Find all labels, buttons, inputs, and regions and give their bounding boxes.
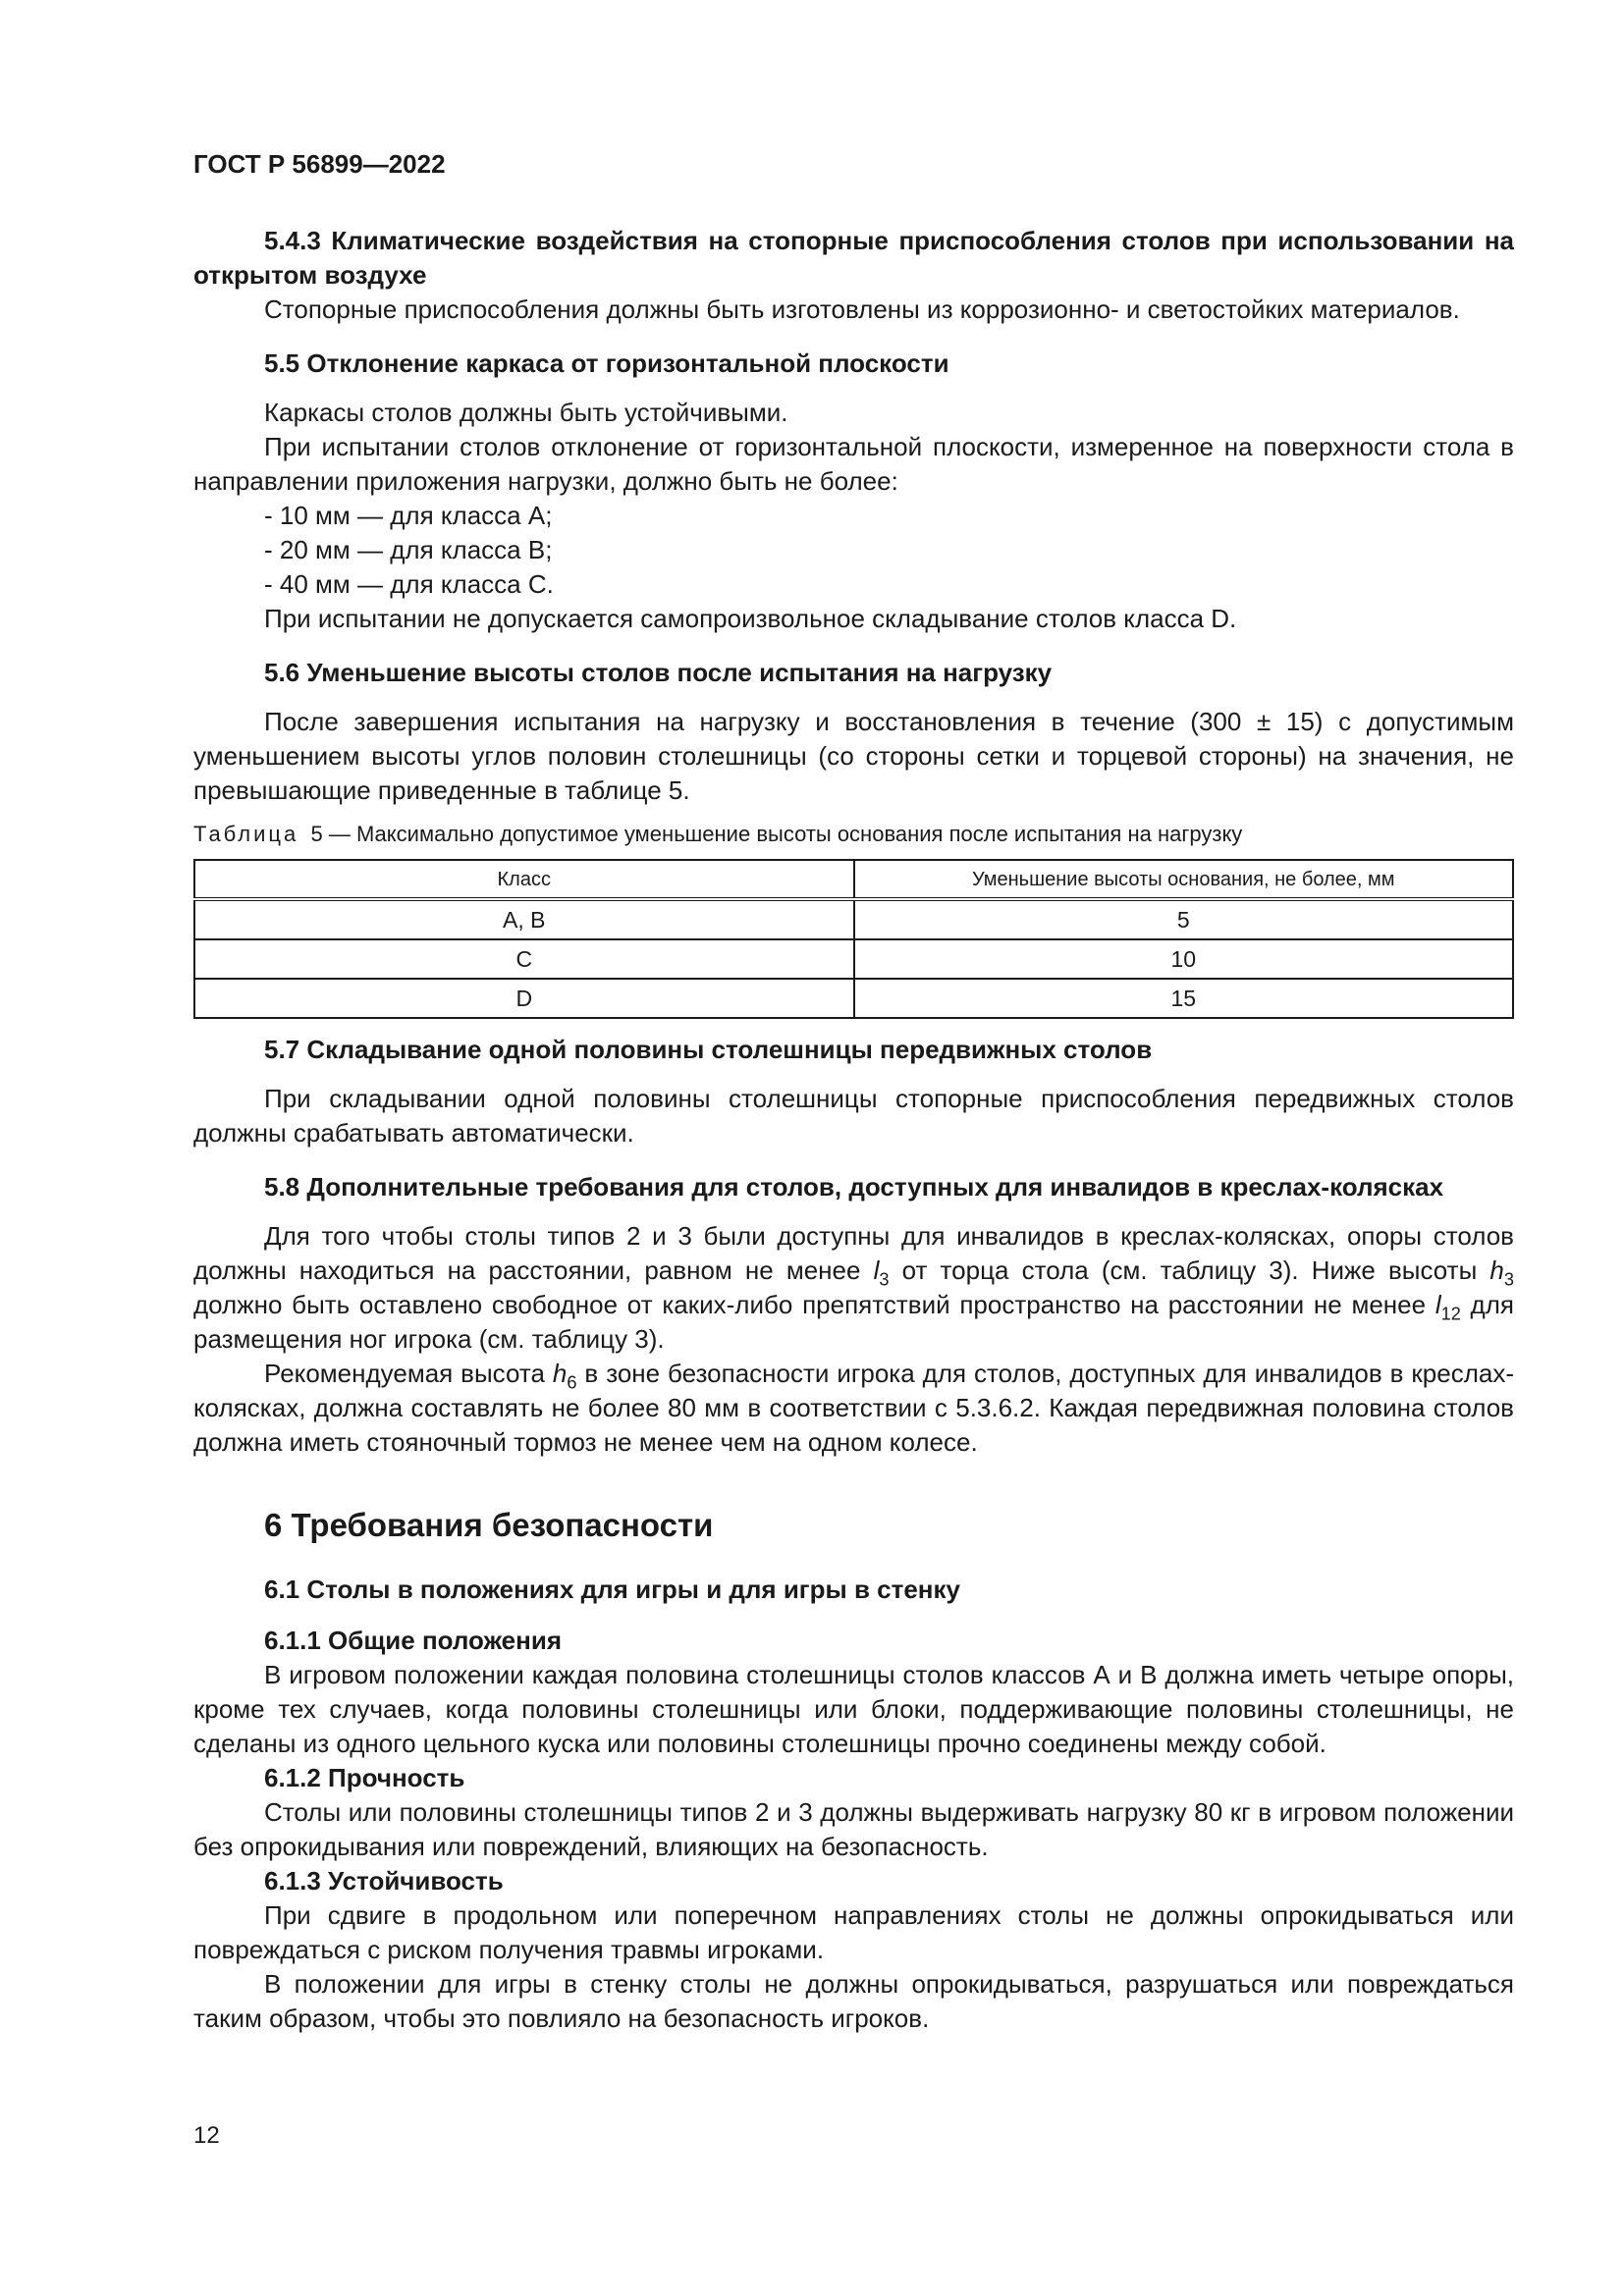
table-5 (193, 859, 1514, 1019)
table-cell-class: С (194, 939, 854, 979)
section-6-title: 6 Требования безопасности (264, 1507, 714, 1543)
section-5-7-text: При складывании одной половины столешницы стопорные приспособления передвижных столов должны срабатывать автоматически. (193, 1084, 1514, 1148)
section-6-1-1-title: 6.1.1 Общие положения (264, 1626, 562, 1655)
table-cell-class: D (194, 979, 854, 1018)
document-id: ГОСТ Р 56899—2022 (193, 149, 446, 179)
section-5-5-title: 5.5 Отклонение каркаса от горизонтальной плоскости (264, 348, 949, 378)
section-5-7-title: 5.7 Складывание одной половины столешницы передвижных столов (264, 1035, 1153, 1064)
table-row (194, 939, 1513, 979)
table-label: Таблица (193, 822, 299, 846)
section-5-6-text: После завершения испытания на нагрузку и восстановления в течение (300 ± 15) с допустимым уменьшением высоты углов половин столешницы (со стороны сетки и торцевой стороны) на значения, не превышающие приведенные в таблице 5. (193, 707, 1514, 805)
list-item: - 10 мм — для класса А; (264, 501, 553, 530)
section-5-4-3-text: Стопорные приспособления должны быть изготовлены из коррозионно- и светостойких материалов. (264, 294, 1460, 324)
table-cell-value: 15 (854, 979, 1514, 1018)
table-caption-text: — Максимально допустимое уменьшение высоты основания после испытания на нагрузку (328, 822, 1243, 846)
section-6-1-title: 6.1 Столы в положениях для игры и для игры в стенку (264, 1575, 960, 1604)
section-6-1-1-text: В игровом положении каждая половина столешницы столов классов А и В должна иметь четыре опоры, кроме тех случаев, когда половины столешницы или блоки, поддерживающие половины столешницы, не сделаны из одного цельного куска или половины столешницы прочно соединены между собой. (193, 1660, 1514, 1758)
table-cell-value: 5 (854, 899, 1514, 939)
section-6-1-3-text-1: При сдвиге в продольном или поперечном направлениях столы не должны опрокидываться или повреждаться с риском получения травмы игроками. (193, 1900, 1514, 1964)
section-6-1-2-title: 6.1.2 Прочность (264, 1763, 465, 1792)
list-item: - 20 мм — для класса В; (264, 535, 553, 564)
table-row (194, 979, 1513, 1018)
table-cell-value: 10 (854, 939, 1514, 979)
section-6-1-3-text-2: В положении для игры в стенку столы не должны опрокидываться, разрушаться или повреждаться таким образом, чтобы это повлияло на безопасность игроков. (193, 1969, 1514, 2033)
list-item: - 40 мм — для класса С. (264, 569, 554, 599)
section-5-5-text-3: При испытании не допускается самопроизвольное складывание столов класса D. (264, 604, 1237, 633)
table-5-caption (193, 820, 1514, 849)
table-row (194, 899, 1513, 939)
section-5-8-text-2: Рекомендуемая высота $h_6$ в зоне безопасности игрока для столов, доступных для инвалидов в креслах-колясках, должна составлять не более 80 мм в соответствии с 5.3.6.2. Каждая передвижная половина столов должна иметь стояночный тормоз не менее чем на одном колесе. (193, 1359, 1514, 1457)
page-number: 12 (193, 2122, 220, 2149)
table-number: 5 (310, 822, 323, 846)
section-5-8-title: 5.8 Дополнительные требования для столов, доступных для инвалидов в креслах-колясках (264, 1172, 1444, 1201)
section-5-4-3-title: 5.4.3 Климатические воздействия на стопорные приспособления столов при использовании на открытом воздухе (193, 226, 1514, 290)
table-cell-class: А, В (194, 899, 854, 939)
section-5-5-text-2: При испытании столов отклонение от горизонтальной плоскости, измеренное на поверхности стола в направлении приложения нагрузки, должно быть не более: (193, 432, 1514, 496)
section-5-5-text-1: Каркасы столов должны быть устойчивыми. (264, 398, 788, 427)
section-5-8-text-1: Для того чтобы столы типов 2 и 3 были доступны для инвалидов в креслах-колясках, опоры столов должны находиться на расстоянии, равном не менее $l_3$ от торца стола (см. таблицу 3). Ниже высоты $h_3$ должно быть оставлено свободное от каких-либо препятствий пространство на расстоянии не менее $l_{12}$ для размещения ног игрока (см. таблицу 3). (193, 1221, 1514, 1354)
table-header-class: Класс (194, 860, 854, 899)
table-header-reduction: Уменьшение высоты основания, не более, мм (854, 860, 1514, 899)
section-6-1-2-text: Столы или половины столешницы типов 2 и 3 должны выдерживать нагрузку 80 кг в игровом положении без опрокидывания или повреждений, влияющих на безопасность. (193, 1797, 1514, 1861)
document-page (193, 147, 1514, 2036)
table-header-row (194, 860, 1513, 899)
section-5-6-title: 5.6 Уменьшение высоты столов после испытания на нагрузку (264, 658, 1053, 687)
section-6-1-3-title: 6.1.3 Устойчивость (264, 1866, 504, 1896)
